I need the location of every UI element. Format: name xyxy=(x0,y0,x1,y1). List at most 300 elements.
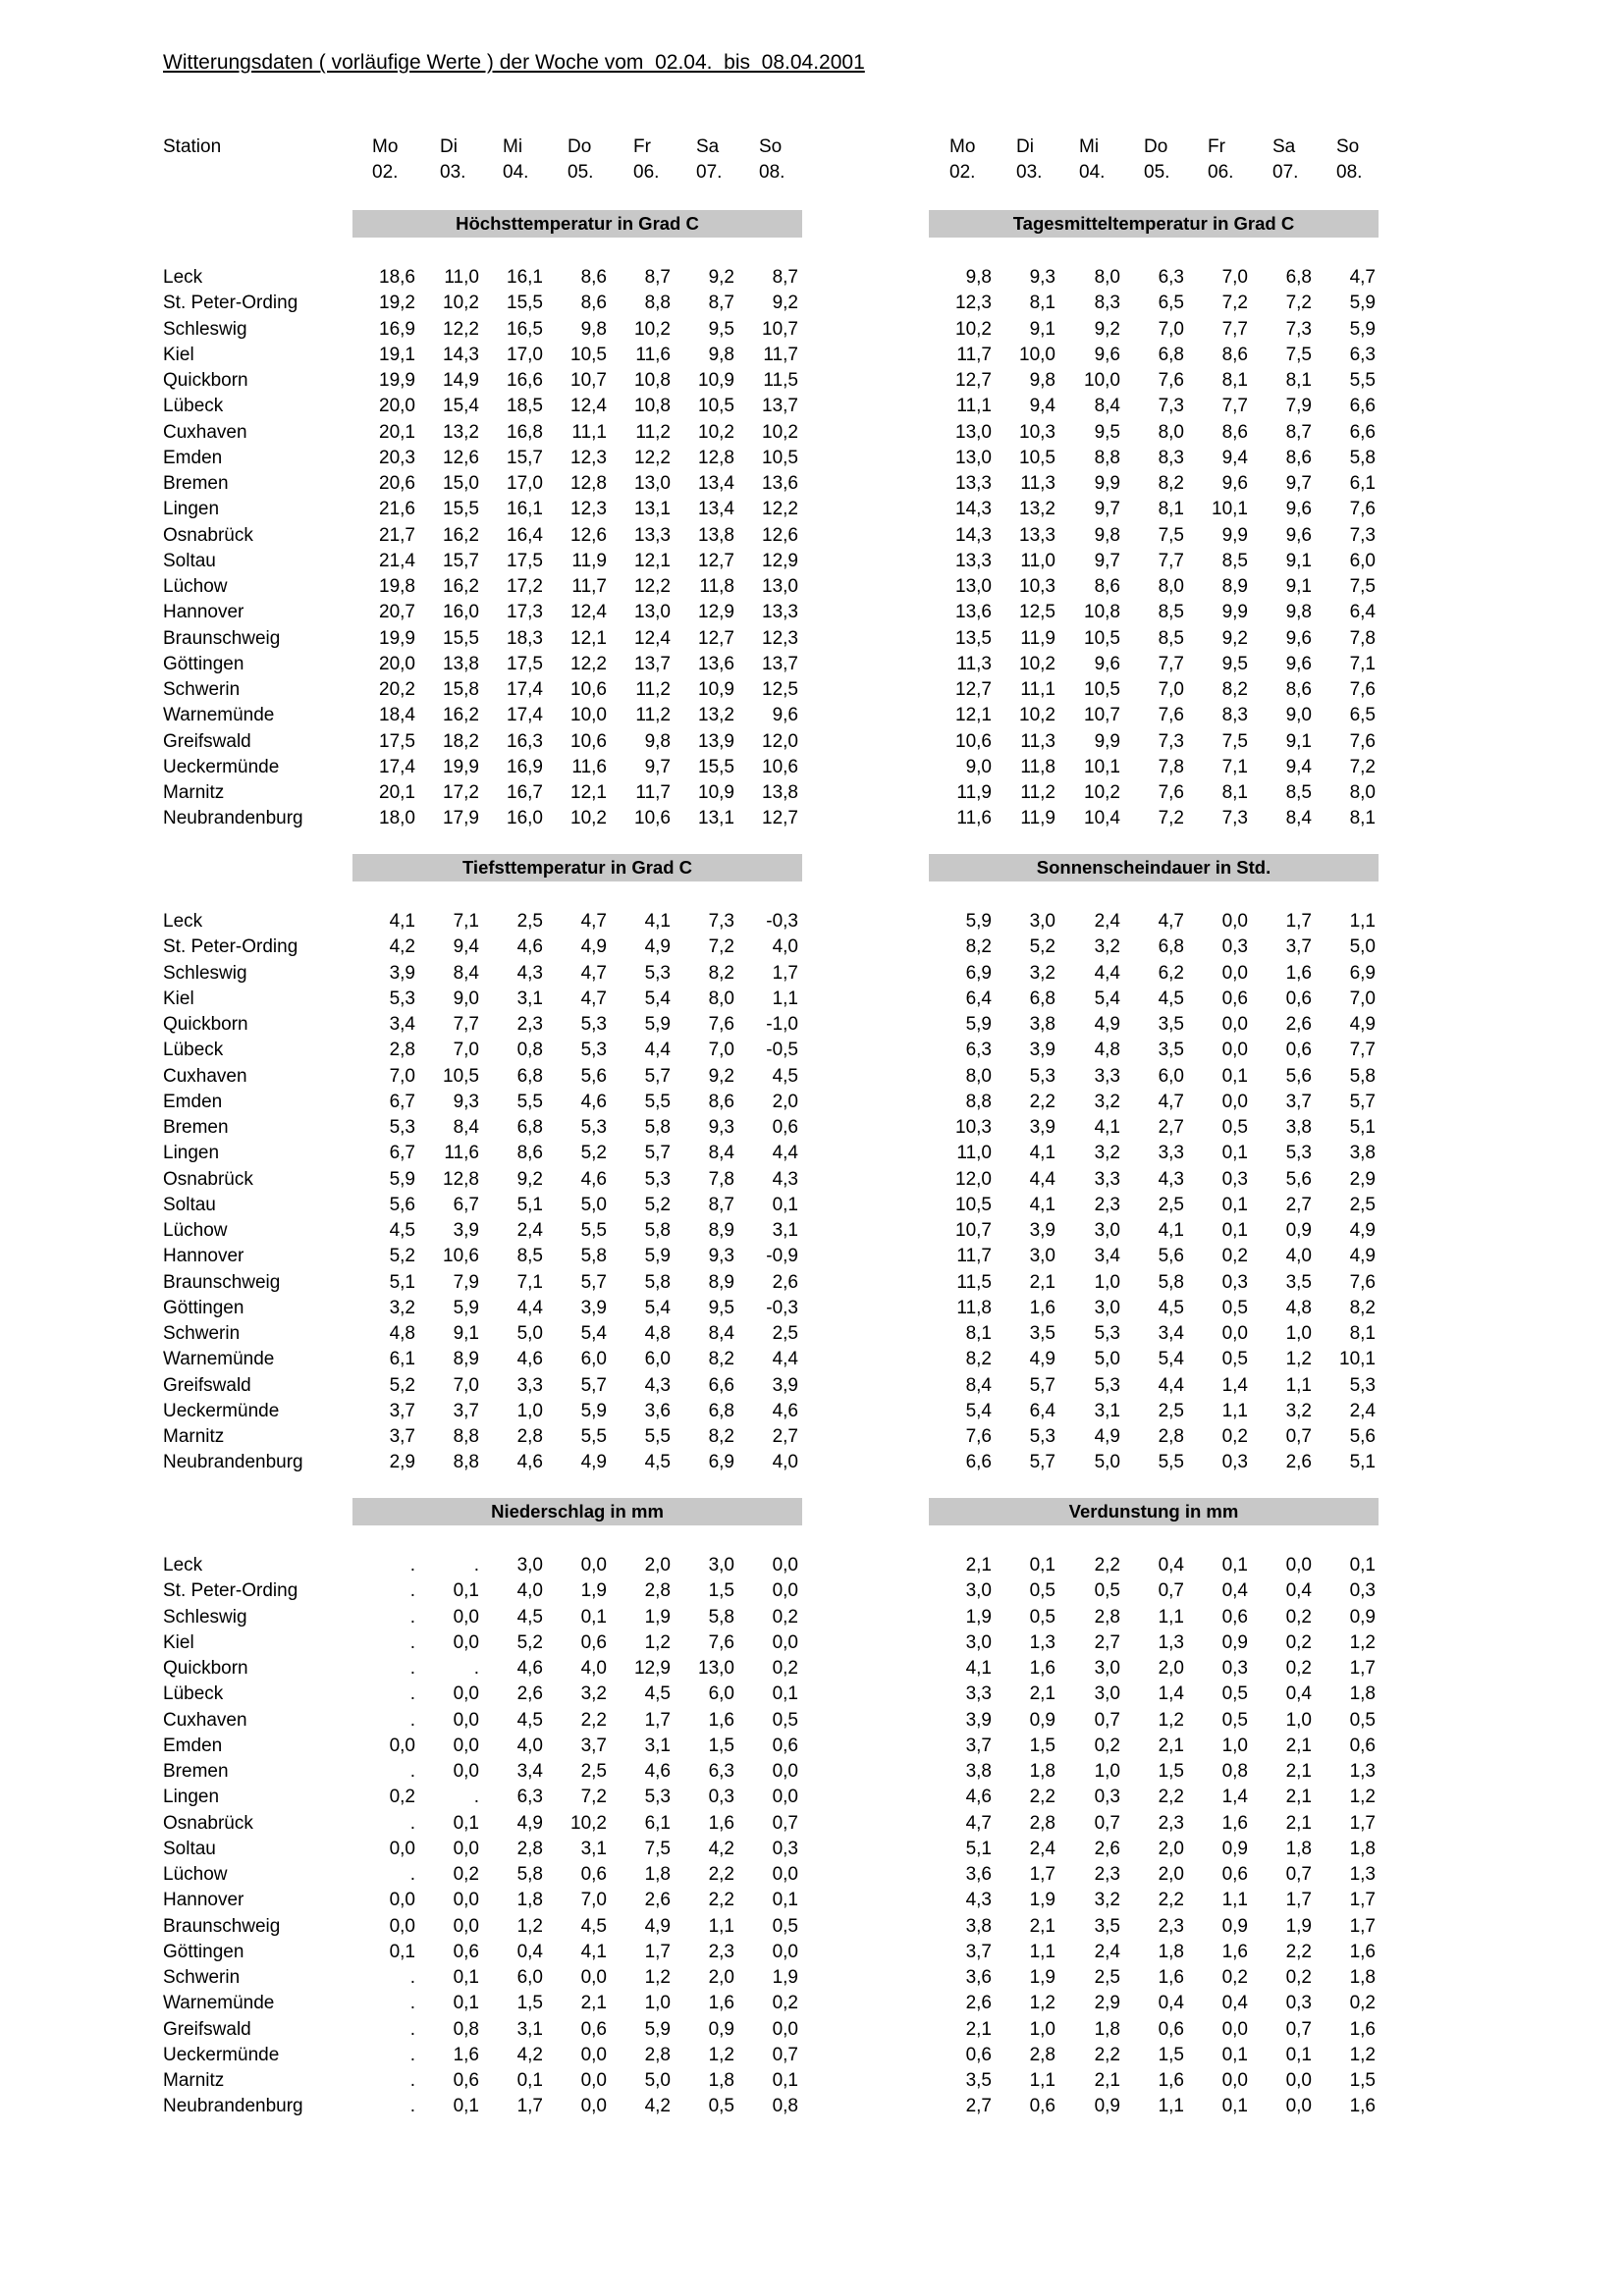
value-cell: 1,8 xyxy=(644,1864,671,1885)
station-name: Schleswig xyxy=(163,318,247,340)
value-cell: 3,4 xyxy=(1094,1246,1120,1267)
station-name: Schleswig xyxy=(163,962,247,984)
value-cell: 0,1 xyxy=(389,1941,415,1962)
table-row xyxy=(0,1914,1623,1940)
station-name: Quickborn xyxy=(163,1658,248,1679)
value-cell: 0,5 xyxy=(1029,1606,1055,1628)
value-cell: 2,1 xyxy=(580,1993,607,2014)
value-cell: 8,3 xyxy=(1094,293,1120,314)
value-cell: 8,7 xyxy=(644,267,671,288)
value-cell: 5,7 xyxy=(1349,1091,1376,1112)
value-cell: 0,1 xyxy=(453,1993,479,2014)
table-row xyxy=(0,1321,1623,1347)
value-cell: 11,5 xyxy=(956,1271,992,1293)
value-cell: 7,3 xyxy=(1349,524,1376,546)
station-name: Lingen xyxy=(163,499,220,520)
value-cell: 9,6 xyxy=(772,705,798,726)
value-cell: 3,7 xyxy=(1285,1091,1312,1112)
value-cell: 0,9 xyxy=(1221,1838,1248,1859)
station-name: Kiel xyxy=(163,1631,194,1653)
value-cell: 0,3 xyxy=(1221,1452,1248,1473)
value-cell: 0,9 xyxy=(1349,1606,1376,1628)
value-cell: 7,6 xyxy=(1349,730,1376,752)
value-cell: 12,1 xyxy=(570,627,607,649)
value-cell: 10,5 xyxy=(762,447,798,468)
day-label: Di xyxy=(440,136,458,157)
value-cell: 3,5 xyxy=(1158,1040,1184,1061)
value-cell: 11,7 xyxy=(956,1246,992,1267)
value-cell: 12,9 xyxy=(762,550,798,571)
day-label: Di xyxy=(1016,136,1034,157)
value-cell: 1,2 xyxy=(516,1915,543,1937)
value-cell: 0,1 xyxy=(772,1683,798,1705)
date-label: 02. xyxy=(372,162,399,183)
value-cell: 0,1 xyxy=(1221,1220,1248,1241)
value-cell: 1,6 xyxy=(1029,1658,1055,1679)
station-name: Lübeck xyxy=(163,1683,224,1705)
value-cell: 9,8 xyxy=(580,318,607,340)
value-cell: 0,1 xyxy=(1285,2044,1312,2065)
value-cell: 10,5 xyxy=(1084,679,1120,700)
value-cell: 9,6 xyxy=(1094,653,1120,674)
station-name: Quickborn xyxy=(163,1014,248,1035)
value-cell: 5,3 xyxy=(1029,1065,1055,1087)
value-cell: 12,2 xyxy=(762,499,798,520)
value-cell: 0,0 xyxy=(772,1580,798,1602)
table-row xyxy=(0,1373,1623,1399)
value-cell: 1,3 xyxy=(1349,1864,1376,1885)
value-cell: 5,9 xyxy=(389,1168,415,1190)
value-cell: 2,2 xyxy=(708,1890,734,1911)
value-cell: 4,5 xyxy=(1158,988,1184,1009)
table-row xyxy=(0,1244,1623,1269)
value-cell: 1,1 xyxy=(1158,1606,1184,1628)
value-cell: 4,7 xyxy=(1158,1091,1184,1112)
value-cell: 9,9 xyxy=(1221,602,1248,623)
value-cell: 5,0 xyxy=(1349,936,1376,958)
value-cell: 2,1 xyxy=(1158,1735,1184,1756)
value-cell: 0,3 xyxy=(1221,936,1248,958)
value-cell: 0,5 xyxy=(772,1709,798,1731)
value-cell: 8,7 xyxy=(772,267,798,288)
date-label: 06. xyxy=(1208,162,1234,183)
value-cell: 1,6 xyxy=(1221,1941,1248,1962)
value-cell: 7,7 xyxy=(1221,318,1248,340)
day-label: Do xyxy=(568,136,592,157)
value-cell: 8,1 xyxy=(965,1323,992,1344)
value-cell: 5,5 xyxy=(1349,370,1376,391)
value-cell: 10,0 xyxy=(570,705,607,726)
value-cell: 4,6 xyxy=(644,1761,671,1782)
value-cell: 0,4 xyxy=(1158,1555,1184,1575)
value-cell: 1,2 xyxy=(1349,1631,1376,1653)
value-cell: 0,7 xyxy=(1285,2018,1312,2040)
value-cell: 2,2 xyxy=(1158,1787,1184,1808)
value-cell: 0,8 xyxy=(772,2096,798,2117)
value-cell: 5,6 xyxy=(580,1065,607,1087)
value-cell: 4,1 xyxy=(1158,1220,1184,1241)
value-cell: 20,3 xyxy=(379,447,415,468)
value-cell: 13,7 xyxy=(634,653,671,674)
value-cell: 9,3 xyxy=(708,1117,734,1138)
value-cell: 4,8 xyxy=(644,1323,671,1344)
value-cell: 1,7 xyxy=(644,1941,671,1962)
value-cell: 9,7 xyxy=(1094,499,1120,520)
section-title: Höchsttemperatur in Grad C xyxy=(352,210,802,238)
value-cell: 5,0 xyxy=(580,1194,607,1215)
value-cell: 0,0 xyxy=(1221,1014,1248,1035)
value-cell: 13,3 xyxy=(762,602,798,623)
value-cell: 12,5 xyxy=(1019,602,1055,623)
value-cell: 3,8 xyxy=(1349,1143,1376,1164)
value-cell: 4,3 xyxy=(644,1374,671,1396)
station-name: Lüchow xyxy=(163,1864,228,1885)
value-cell: 9,2 xyxy=(516,1168,543,1190)
value-cell: 4,5 xyxy=(644,1452,671,1473)
value-cell: 1,4 xyxy=(1158,1683,1184,1705)
value-cell: 1,5 xyxy=(708,1735,734,1756)
value-cell: 4,1 xyxy=(1029,1194,1055,1215)
value-cell: 7,7 xyxy=(453,1014,479,1035)
value-cell: 0,6 xyxy=(1349,1735,1376,1756)
value-cell: 2,1 xyxy=(1285,1735,1312,1756)
value-cell: 10,2 xyxy=(698,421,734,443)
value-cell: 9,5 xyxy=(1094,421,1120,443)
value-cell: 20,2 xyxy=(379,679,415,700)
value-cell: 3,0 xyxy=(965,1631,992,1653)
value-cell: 4,2 xyxy=(708,1838,734,1859)
table-row xyxy=(0,755,1623,780)
value-cell: 8,6 xyxy=(1221,421,1248,443)
value-cell: 13,0 xyxy=(634,473,671,494)
value-cell: 3,1 xyxy=(516,2018,543,2040)
value-cell: 15,5 xyxy=(443,627,479,649)
value-cell: 0,1 xyxy=(1221,1065,1248,1087)
value-cell: 5,9 xyxy=(580,1400,607,1421)
table-row xyxy=(0,1991,1623,2016)
value-cell: 11,7 xyxy=(635,782,671,803)
value-cell: 9,2 xyxy=(1221,627,1248,649)
value-cell: 0,3 xyxy=(1221,1658,1248,1679)
value-cell: 13,4 xyxy=(698,473,734,494)
station-name: Leck xyxy=(163,1555,203,1575)
value-cell: . xyxy=(473,1658,479,1679)
station-name: Bremen xyxy=(163,1117,229,1138)
value-cell: 12,2 xyxy=(443,318,479,340)
value-cell: 0,0 xyxy=(772,1864,798,1885)
value-cell: 10,7 xyxy=(762,318,798,340)
value-cell: 20,1 xyxy=(379,782,415,803)
value-cell: 10,1 xyxy=(1212,499,1248,520)
value-cell: 3,9 xyxy=(1029,1040,1055,1061)
value-cell: 3,3 xyxy=(1158,1143,1184,1164)
value-cell: 5,2 xyxy=(1029,936,1055,958)
value-cell: 7,6 xyxy=(708,1014,734,1035)
value-cell: 7,1 xyxy=(516,1271,543,1293)
value-cell: 2,1 xyxy=(1285,1787,1312,1808)
value-cell: 3,0 xyxy=(1029,1246,1055,1267)
value-cell: 2,3 xyxy=(708,1941,734,1962)
value-cell: 3,6 xyxy=(965,1967,992,1988)
value-cell: 3,8 xyxy=(965,1915,992,1937)
value-cell: 11,1 xyxy=(571,421,607,443)
table-row xyxy=(0,446,1623,471)
value-cell: 1,6 xyxy=(1221,1812,1248,1834)
value-cell: 1,2 xyxy=(708,2044,734,2065)
table-row xyxy=(0,1090,1623,1115)
value-cell: 7,3 xyxy=(1221,808,1248,829)
value-cell: 8,9 xyxy=(1221,576,1248,597)
value-cell: 0,1 xyxy=(772,2070,798,2091)
value-cell: 8,3 xyxy=(1221,705,1248,726)
value-cell: 0,3 xyxy=(1349,1580,1376,1602)
value-cell: 4,1 xyxy=(644,911,671,932)
station-name: Neubrandenburg xyxy=(163,2096,303,2117)
value-cell: 6,5 xyxy=(1158,293,1184,314)
value-cell: 13,2 xyxy=(443,421,479,443)
value-cell: 12,6 xyxy=(762,524,798,546)
value-cell: 1,6 xyxy=(1349,2096,1376,2117)
value-cell: 8,1 xyxy=(1221,370,1248,391)
value-cell: 12,4 xyxy=(570,396,607,417)
table-row xyxy=(0,317,1623,343)
value-cell: 11,1 xyxy=(956,396,992,417)
station-name: St. Peter-Ording xyxy=(163,1580,298,1602)
value-cell: 8,4 xyxy=(453,962,479,984)
station-name: Emden xyxy=(163,1091,223,1112)
value-cell: 10,2 xyxy=(762,421,798,443)
value-cell: 1,6 xyxy=(1349,2018,1376,2040)
value-cell: . xyxy=(409,1709,415,1731)
value-cell: 8,6 xyxy=(516,1143,543,1164)
station-name: Quickborn xyxy=(163,370,248,391)
value-cell: 3,1 xyxy=(772,1220,798,1241)
table-row xyxy=(0,420,1623,446)
value-cell: 10,7 xyxy=(955,1220,992,1241)
value-cell: 20,1 xyxy=(379,421,415,443)
value-cell: 8,2 xyxy=(965,1349,992,1370)
station-name: St. Peter-Ording xyxy=(163,936,298,958)
value-cell: 15,4 xyxy=(443,396,479,417)
value-cell: 10,5 xyxy=(1019,447,1055,468)
value-cell: 15,5 xyxy=(507,293,543,314)
value-cell: 0,1 xyxy=(1221,2096,1248,2117)
value-cell: 7,3 xyxy=(708,911,734,932)
station-name: Bremen xyxy=(163,1761,229,1782)
value-cell: 9,3 xyxy=(453,1091,479,1112)
value-cell: 3,5 xyxy=(1029,1323,1055,1344)
value-cell: 0,0 xyxy=(453,1915,479,1937)
value-cell: 9,8 xyxy=(644,730,671,752)
value-cell: 17,4 xyxy=(379,756,415,777)
value-cell: 6,0 xyxy=(1158,1065,1184,1087)
value-cell: 11,7 xyxy=(763,344,798,365)
value-cell: 15,5 xyxy=(443,499,479,520)
value-cell: 1,8 xyxy=(1349,1683,1376,1705)
value-cell: 4,1 xyxy=(580,1941,607,1962)
value-cell: 9,6 xyxy=(1285,653,1312,674)
value-cell: 6,5 xyxy=(1349,705,1376,726)
value-cell: 8,4 xyxy=(708,1323,734,1344)
value-cell: 14,9 xyxy=(443,370,479,391)
value-cell: 0,1 xyxy=(1221,1555,1248,1575)
value-cell: 1,7 xyxy=(772,962,798,984)
value-cell: 0,5 xyxy=(1349,1709,1376,1731)
value-cell: 11,2 xyxy=(635,421,671,443)
value-cell: 0,0 xyxy=(453,1631,479,1653)
value-cell: 12,5 xyxy=(762,679,798,700)
value-cell: 4,8 xyxy=(1094,1040,1120,1061)
value-cell: 0,1 xyxy=(453,2096,479,2117)
value-cell: 0,7 xyxy=(772,2044,798,2065)
value-cell: 0,5 xyxy=(1029,1580,1055,1602)
value-cell: 0,0 xyxy=(389,1838,415,1859)
table-row xyxy=(0,987,1623,1012)
value-cell: 3,2 xyxy=(1285,1400,1312,1421)
value-cell: 1,6 xyxy=(453,2044,479,2065)
value-cell: 4,4 xyxy=(772,1349,798,1370)
value-cell: 2,0 xyxy=(1158,1658,1184,1679)
day-label: So xyxy=(759,136,783,157)
value-cell: 2,6 xyxy=(965,1993,992,2014)
value-cell: 0,2 xyxy=(1285,1606,1312,1628)
value-cell: 9,4 xyxy=(1221,447,1248,468)
value-cell: 1,2 xyxy=(1349,1787,1376,1808)
value-cell: 12,4 xyxy=(634,627,671,649)
value-cell: 0,2 xyxy=(772,1993,798,2014)
station-name: Lüchow xyxy=(163,1220,228,1241)
value-cell: 5,3 xyxy=(389,988,415,1009)
value-cell: 11,7 xyxy=(956,344,992,365)
value-cell: 0,0 xyxy=(580,1967,607,1988)
value-cell: 3,1 xyxy=(644,1735,671,1756)
value-cell: 11,6 xyxy=(444,1143,479,1164)
value-cell: 5,8 xyxy=(1349,1065,1376,1087)
date-label: 02. xyxy=(949,162,976,183)
value-cell: 2,3 xyxy=(1094,1194,1120,1215)
value-cell: 0,6 xyxy=(772,1735,798,1756)
value-cell: 17,9 xyxy=(443,808,479,829)
station-name: Marnitz xyxy=(163,2070,225,2091)
value-cell: 17,3 xyxy=(507,602,543,623)
value-cell: 2,6 xyxy=(1285,1014,1312,1035)
value-cell: 4,5 xyxy=(516,1709,543,1731)
table-row xyxy=(0,1708,1623,1734)
value-cell: 1,7 xyxy=(1285,911,1312,932)
value-cell: 12,9 xyxy=(698,602,734,623)
value-cell: 3,5 xyxy=(965,2070,992,2091)
value-cell: 4,3 xyxy=(1158,1168,1184,1190)
value-cell: 4,8 xyxy=(1285,1297,1312,1318)
value-cell: 3,9 xyxy=(453,1220,479,1241)
value-cell: 2,6 xyxy=(1285,1452,1312,1473)
value-cell: 9,1 xyxy=(1285,576,1312,597)
value-cell: 2,8 xyxy=(1094,1606,1120,1628)
value-cell: 2,1 xyxy=(1285,1812,1312,1834)
value-cell: 0,0 xyxy=(772,1631,798,1653)
table-row xyxy=(0,549,1623,574)
value-cell: 9,9 xyxy=(1094,473,1120,494)
value-cell: 10,6 xyxy=(762,756,798,777)
value-cell: 0,0 xyxy=(772,1761,798,1782)
value-cell: 0,9 xyxy=(1221,1915,1248,1937)
value-cell: 10,9 xyxy=(698,679,734,700)
value-cell: 8,5 xyxy=(1158,627,1184,649)
value-cell: 16,5 xyxy=(507,318,543,340)
value-cell: 3,9 xyxy=(965,1709,992,1731)
value-cell: 9,2 xyxy=(708,1065,734,1087)
value-cell: 0,2 xyxy=(1221,1967,1248,1988)
value-cell: 0,0 xyxy=(1221,2018,1248,2040)
value-cell: 8,6 xyxy=(708,1091,734,1112)
date-label: 07. xyxy=(1272,162,1299,183)
date-label: 03. xyxy=(440,162,466,183)
table-row xyxy=(0,909,1623,934)
value-cell: 5,1 xyxy=(1349,1117,1376,1138)
value-cell: 3,3 xyxy=(1094,1065,1120,1087)
value-cell: 2,1 xyxy=(1029,1271,1055,1293)
value-cell: 3,6 xyxy=(965,1864,992,1885)
table-row xyxy=(0,1862,1623,1888)
value-cell: 0,0 xyxy=(389,1915,415,1937)
value-cell: 3,2 xyxy=(1094,1143,1120,1164)
value-cell: 4,3 xyxy=(516,962,543,984)
value-cell: 3,9 xyxy=(580,1297,607,1318)
value-cell: 2,8 xyxy=(1029,2044,1055,2065)
value-cell: 1,0 xyxy=(516,1400,543,1421)
value-cell: . xyxy=(409,2018,415,2040)
value-cell: 0,3 xyxy=(708,1787,734,1808)
value-cell: 5,6 xyxy=(389,1194,415,1215)
value-cell: 1,0 xyxy=(1094,1271,1120,1293)
value-cell: 10,2 xyxy=(955,318,992,340)
date-label: 07. xyxy=(696,162,723,183)
value-cell: 5,8 xyxy=(644,1271,671,1293)
value-cell: 6,3 xyxy=(1158,267,1184,288)
value-cell: 3,4 xyxy=(516,1761,543,1782)
day-label: Do xyxy=(1144,136,1168,157)
value-cell: 1,7 xyxy=(1349,1658,1376,1679)
value-cell: 1,9 xyxy=(580,1580,607,1602)
table-row xyxy=(0,1012,1623,1038)
value-cell: 15,7 xyxy=(443,550,479,571)
value-cell: 0,7 xyxy=(772,1812,798,1834)
value-cell: 6,0 xyxy=(516,1967,543,1988)
value-cell: 10,0 xyxy=(1084,370,1120,391)
value-cell: 1,9 xyxy=(965,1606,992,1628)
value-cell: 1,0 xyxy=(644,1993,671,2014)
table-row xyxy=(0,368,1623,394)
value-cell: 0,6 xyxy=(1285,988,1312,1009)
value-cell: 1,5 xyxy=(1029,1735,1055,1756)
value-cell: 16,0 xyxy=(507,808,543,829)
table-row xyxy=(0,934,1623,960)
value-cell: 11,0 xyxy=(1020,550,1055,571)
value-cell: 0,8 xyxy=(1221,1761,1248,1782)
value-cell: 7,2 xyxy=(1158,808,1184,829)
value-cell: 6,8 xyxy=(1029,988,1055,1009)
day-label: So xyxy=(1336,136,1360,157)
value-cell: 3,9 xyxy=(1029,1117,1055,1138)
value-cell: 0,3 xyxy=(1221,1168,1248,1190)
value-cell: 0,0 xyxy=(772,2018,798,2040)
value-cell: 0,0 xyxy=(580,2096,607,2117)
value-cell: 4,7 xyxy=(580,988,607,1009)
value-cell: 5,3 xyxy=(1349,1374,1376,1396)
value-cell: 0,6 xyxy=(1285,1040,1312,1061)
value-cell: 6,3 xyxy=(708,1761,734,1782)
table-row xyxy=(0,2017,1623,2043)
